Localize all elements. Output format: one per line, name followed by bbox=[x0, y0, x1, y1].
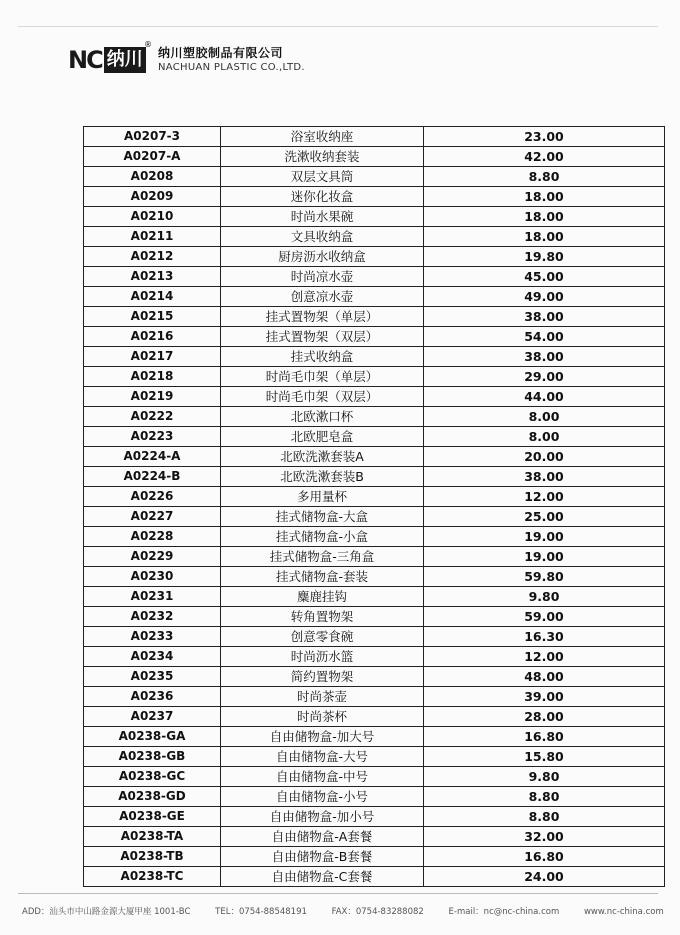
product-name: 北欧漱口杯 bbox=[221, 407, 424, 427]
product-price: 19.00 bbox=[424, 527, 665, 547]
product-code: A0238-GD bbox=[84, 787, 221, 807]
table-row bbox=[84, 407, 665, 427]
product-code: A0238-TB bbox=[84, 847, 221, 867]
product-name: 挂式储物盒-三角盒 bbox=[221, 547, 424, 567]
table-row bbox=[84, 867, 665, 887]
product-code: A0218 bbox=[84, 367, 221, 387]
footer-email: E-mail：nc@nc-china.com bbox=[448, 907, 560, 917]
product-code: A0219 bbox=[84, 387, 221, 407]
product-name: 挂式储物盒-套装 bbox=[221, 567, 424, 587]
table-row bbox=[84, 127, 665, 147]
product-price: 18.00 bbox=[424, 207, 665, 227]
product-price: 16.80 bbox=[424, 847, 665, 867]
product-code: A0207-A bbox=[84, 147, 221, 167]
product-price: 8.80 bbox=[424, 167, 665, 187]
product-price: 8.80 bbox=[424, 807, 665, 827]
product-name: 创意零食碗 bbox=[221, 627, 424, 647]
table-row bbox=[84, 387, 665, 407]
product-name: 时尚茶杯 bbox=[221, 707, 424, 727]
header-divider bbox=[18, 26, 658, 27]
product-code: A0238-GE bbox=[84, 807, 221, 827]
product-price: 59.00 bbox=[424, 607, 665, 627]
table-row bbox=[84, 687, 665, 707]
table-row bbox=[84, 707, 665, 727]
table-row bbox=[84, 787, 665, 807]
product-code: A0223 bbox=[84, 427, 221, 447]
product-code: A0215 bbox=[84, 307, 221, 327]
product-name: 自由储物盒-B套餐 bbox=[221, 847, 424, 867]
product-price: 9.80 bbox=[424, 587, 665, 607]
product-code: A0228 bbox=[84, 527, 221, 547]
product-code: A0229 bbox=[84, 547, 221, 567]
table-row bbox=[84, 607, 665, 627]
product-code: A0207-3 bbox=[84, 127, 221, 147]
product-name: 文具收纳盒 bbox=[221, 227, 424, 247]
table-row bbox=[84, 327, 665, 347]
product-price: 25.00 bbox=[424, 507, 665, 527]
product-name: 自由储物盒-加小号 bbox=[221, 807, 424, 827]
product-price: 16.80 bbox=[424, 727, 665, 747]
product-code: A0214 bbox=[84, 287, 221, 307]
table-row bbox=[84, 267, 665, 287]
product-price: 12.00 bbox=[424, 647, 665, 667]
product-name: 时尚凉水壶 bbox=[221, 267, 424, 287]
product-code: A0231 bbox=[84, 587, 221, 607]
price-table-body bbox=[84, 127, 665, 887]
product-code: A0224-A bbox=[84, 447, 221, 467]
product-price: 28.00 bbox=[424, 707, 665, 727]
product-code: A0222 bbox=[84, 407, 221, 427]
product-price: 19.00 bbox=[424, 547, 665, 567]
table-row bbox=[84, 367, 665, 387]
logo-cn-mark: 纳川 bbox=[104, 47, 146, 73]
product-price: 38.00 bbox=[424, 347, 665, 367]
product-code: A0233 bbox=[84, 627, 221, 647]
product-name: 双层文具筒 bbox=[221, 167, 424, 187]
product-name: 多用量杯 bbox=[221, 487, 424, 507]
product-name: 时尚沥水篮 bbox=[221, 647, 424, 667]
footer-divider bbox=[18, 893, 658, 894]
table-row bbox=[84, 567, 665, 587]
footer-fax: FAX：0754-83288082 bbox=[331, 907, 424, 917]
table-row bbox=[84, 447, 665, 467]
table-row bbox=[84, 227, 665, 247]
product-code: A0216 bbox=[84, 327, 221, 347]
company-name-block bbox=[158, 46, 305, 74]
product-name: 北欧洗漱套装B bbox=[221, 467, 424, 487]
registered-mark: ® bbox=[144, 40, 152, 49]
price-table bbox=[83, 126, 665, 887]
product-name: 自由储物盒-A套餐 bbox=[221, 827, 424, 847]
product-name: 北欧肥皂盒 bbox=[221, 427, 424, 447]
product-price: 18.00 bbox=[424, 187, 665, 207]
table-row bbox=[84, 647, 665, 667]
table-row bbox=[84, 767, 665, 787]
table-row bbox=[84, 727, 665, 747]
product-code: A0238-GA bbox=[84, 727, 221, 747]
product-price: 23.00 bbox=[424, 127, 665, 147]
product-code: A0238-TC bbox=[84, 867, 221, 887]
table-row bbox=[84, 487, 665, 507]
product-code: A0211 bbox=[84, 227, 221, 247]
product-code: A0238-GB bbox=[84, 747, 221, 767]
product-price: 8.80 bbox=[424, 787, 665, 807]
product-code: A0235 bbox=[84, 667, 221, 687]
product-name: 时尚茶壶 bbox=[221, 687, 424, 707]
product-price: 24.00 bbox=[424, 867, 665, 887]
product-price: 32.00 bbox=[424, 827, 665, 847]
table-row bbox=[84, 587, 665, 607]
product-code: A0208 bbox=[84, 167, 221, 187]
product-name: 挂式储物盒-大盒 bbox=[221, 507, 424, 527]
product-price: 29.00 bbox=[424, 367, 665, 387]
table-row bbox=[84, 547, 665, 567]
product-price: 38.00 bbox=[424, 307, 665, 327]
product-price: 9.80 bbox=[424, 767, 665, 787]
product-price: 19.80 bbox=[424, 247, 665, 267]
product-code: A0232 bbox=[84, 607, 221, 627]
product-name: 自由储物盒-中号 bbox=[221, 767, 424, 787]
product-name: 厨房沥水收纳盒 bbox=[221, 247, 424, 267]
product-price: 12.00 bbox=[424, 487, 665, 507]
product-name: 挂式置物架（单层） bbox=[221, 307, 424, 327]
product-price: 48.00 bbox=[424, 667, 665, 687]
product-price: 18.00 bbox=[424, 227, 665, 247]
table-row bbox=[84, 507, 665, 527]
product-price: 54.00 bbox=[424, 327, 665, 347]
product-name: 自由储物盒-C套餐 bbox=[221, 867, 424, 887]
product-code: A0213 bbox=[84, 267, 221, 287]
product-price: 45.00 bbox=[424, 267, 665, 287]
product-name: 转角置物架 bbox=[221, 607, 424, 627]
table-row bbox=[84, 307, 665, 327]
table-row bbox=[84, 747, 665, 767]
product-price: 16.30 bbox=[424, 627, 665, 647]
product-name: 创意凉水壶 bbox=[221, 287, 424, 307]
footer-tel: TEL：0754-88548191 bbox=[215, 907, 307, 917]
product-name: 浴室收纳座 bbox=[221, 127, 424, 147]
product-name: 挂式置物架（双层） bbox=[221, 327, 424, 347]
table-row bbox=[84, 827, 665, 847]
table-row bbox=[84, 667, 665, 687]
product-price: 59.80 bbox=[424, 567, 665, 587]
product-name: 简约置物架 bbox=[221, 667, 424, 687]
table-row bbox=[84, 527, 665, 547]
product-code: A0237 bbox=[84, 707, 221, 727]
table-row bbox=[84, 287, 665, 307]
table-row bbox=[84, 807, 665, 827]
product-name: 洗漱收纳套装 bbox=[221, 147, 424, 167]
product-price: 49.00 bbox=[424, 287, 665, 307]
product-code: A0209 bbox=[84, 187, 221, 207]
product-price: 39.00 bbox=[424, 687, 665, 707]
product-code: A0210 bbox=[84, 207, 221, 227]
product-name: 时尚水果碗 bbox=[221, 207, 424, 227]
table-row bbox=[84, 627, 665, 647]
product-name: 时尚毛巾架（双层） bbox=[221, 387, 424, 407]
table-row bbox=[84, 247, 665, 267]
footer-address: ADD：汕头市中山路金源大厦甲座 1001-BC bbox=[22, 907, 191, 917]
product-price: 20.00 bbox=[424, 447, 665, 467]
product-code: A0238-GC bbox=[84, 767, 221, 787]
footer-website: www.nc-china.com bbox=[583, 907, 664, 917]
product-name: 挂式储物盒-小盒 bbox=[221, 527, 424, 547]
product-code: A0238-TA bbox=[84, 827, 221, 847]
product-price: 38.00 bbox=[424, 467, 665, 487]
product-name: 自由储物盒-大号 bbox=[221, 747, 424, 767]
product-price: 44.00 bbox=[424, 387, 665, 407]
company-logo bbox=[68, 40, 152, 78]
product-code: A0212 bbox=[84, 247, 221, 267]
product-price: 42.00 bbox=[424, 147, 665, 167]
table-row bbox=[84, 167, 665, 187]
product-name: 迷你化妆盒 bbox=[221, 187, 424, 207]
product-price: 8.00 bbox=[424, 407, 665, 427]
product-code: A0236 bbox=[84, 687, 221, 707]
footer bbox=[22, 905, 662, 917]
product-name: 时尚毛巾架（单层） bbox=[221, 367, 424, 387]
table-row bbox=[84, 467, 665, 487]
table-row bbox=[84, 187, 665, 207]
product-name: 自由储物盒-小号 bbox=[221, 787, 424, 807]
product-code: A0226 bbox=[84, 487, 221, 507]
table-row bbox=[84, 347, 665, 367]
company-name-cn: 纳川塑胶制品有限公司 bbox=[158, 46, 284, 60]
table-row bbox=[84, 427, 665, 447]
product-code: A0234 bbox=[84, 647, 221, 667]
letterhead bbox=[68, 42, 305, 78]
product-code: A0217 bbox=[84, 347, 221, 367]
table-row bbox=[84, 147, 665, 167]
product-code: A0224-B bbox=[84, 467, 221, 487]
logo-nc-mark: NC bbox=[68, 46, 102, 74]
table-row bbox=[84, 207, 665, 227]
product-code: A0227 bbox=[84, 507, 221, 527]
product-name: 麋鹿挂钩 bbox=[221, 587, 424, 607]
product-name: 自由储物盒-加大号 bbox=[221, 727, 424, 747]
product-name: 挂式收纳盒 bbox=[221, 347, 424, 367]
product-code: A0230 bbox=[84, 567, 221, 587]
product-price: 8.00 bbox=[424, 427, 665, 447]
product-price: 15.80 bbox=[424, 747, 665, 767]
table-row bbox=[84, 847, 665, 867]
company-name-en: NACHUAN PLASTIC CO.,LTD. bbox=[158, 62, 305, 73]
product-name: 北欧洗漱套装A bbox=[221, 447, 424, 467]
